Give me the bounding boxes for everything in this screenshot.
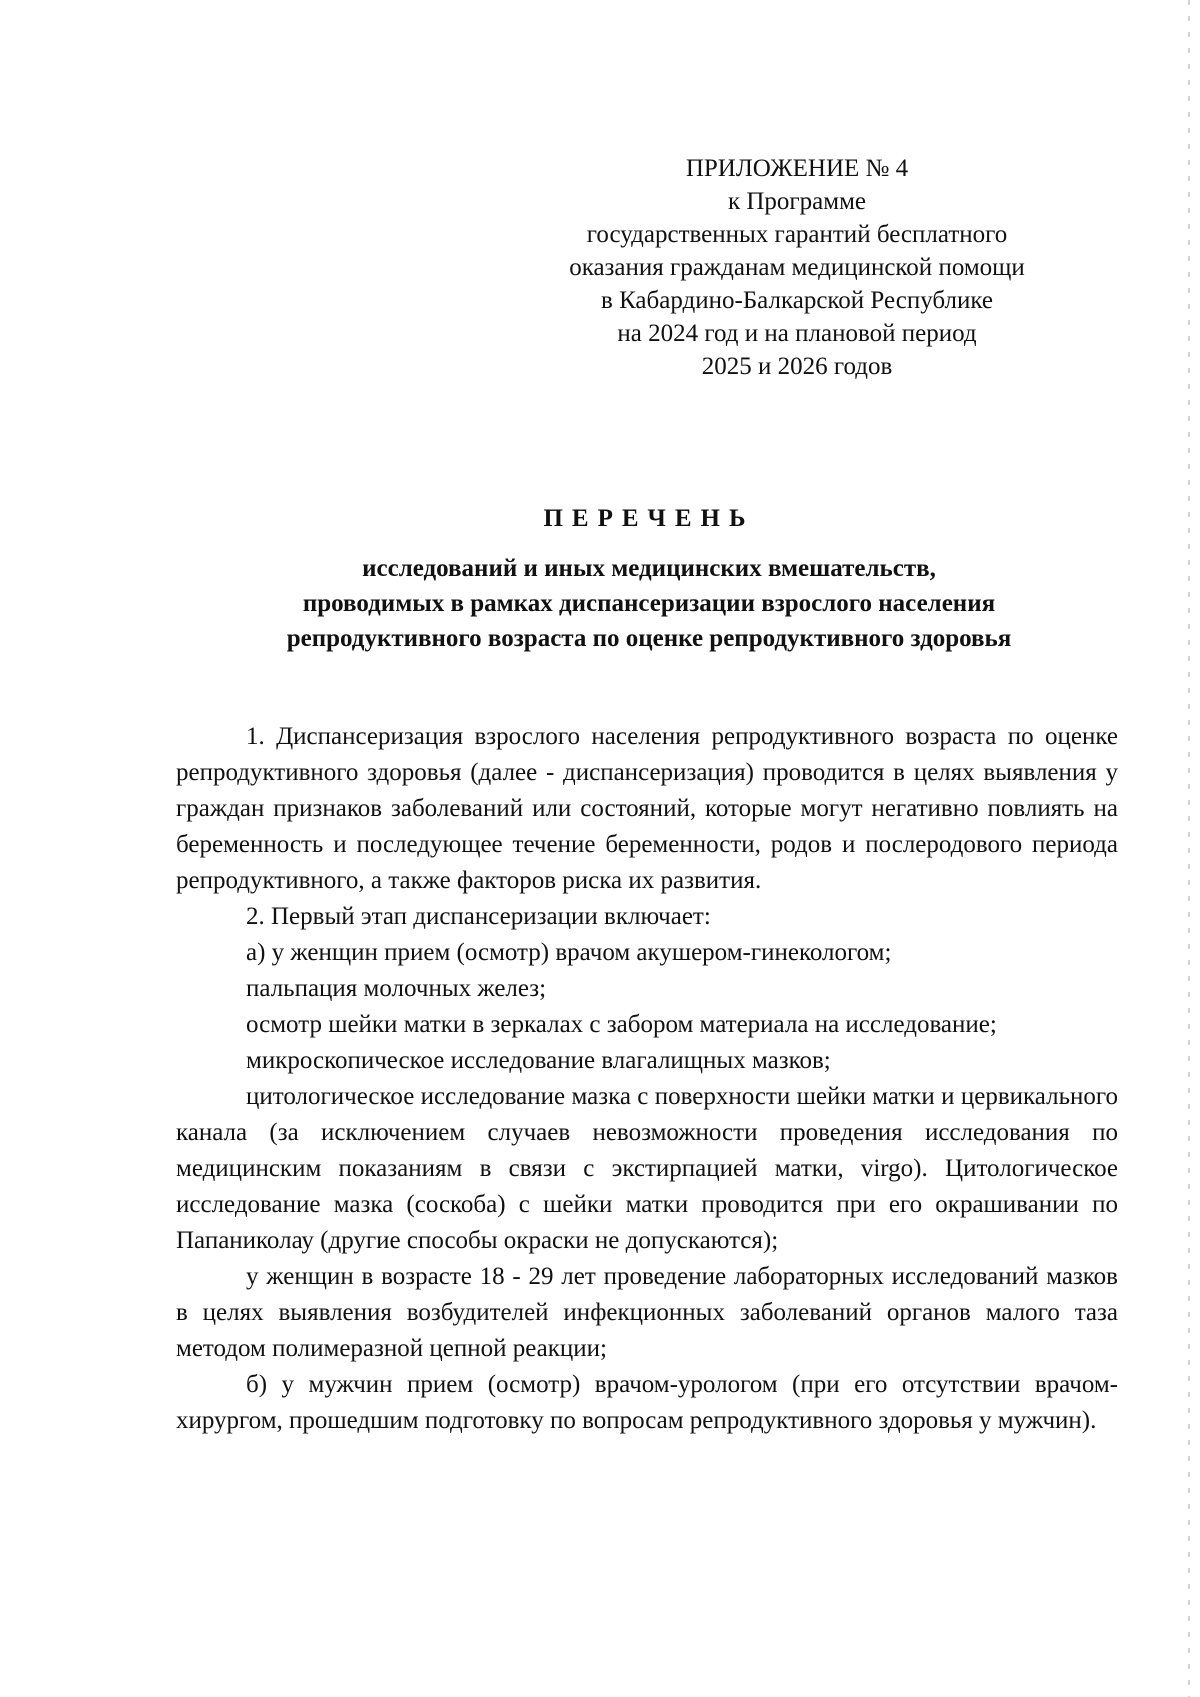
paragraph-cervix-exam: осмотр шейки матки в зеркалах с забором материала на исследование; — [246, 1011, 997, 1038]
subtitle-line: репродуктивного возраста по оценке репродуктивного здоровья — [286, 625, 1012, 652]
paragraph-1: 1. Диспансеризация взрослого населения репродуктивного возраста по оценке репродуктивного здоровья (далее - диспансеризация) проводится в целях выявления у граждан признаков заболеваний или состояний, которые могут негативно повлиять на беременность и последующее течение беременности, родов и послеродового периода репродуктивного, а также факторов риска их развития. — [176, 723, 1118, 894]
appendix-line: к Программе — [727, 188, 867, 215]
appendix-line: на 2024 год и на плановой период — [617, 320, 977, 347]
paragraph-women-exam: а) у женщин прием (осмотр) врачом акушером-гинекологом; — [246, 939, 892, 966]
scan-edge-artifact — [1188, 0, 1190, 1697]
document-title: ПЕРЕЧЕНЬ — [543, 505, 755, 532]
appendix-line: оказания гражданам медицинской помощи — [569, 254, 1025, 281]
paragraph-pcr: у женщин в возрасте 18 - 29 лет проведение лабораторных исследований мазков в целях выявления возбудителей инфекционных заболеваний органов малого таза методом полимеразной цепной реакции; — [176, 1263, 1118, 1362]
appendix-line: государственных гарантий бесплатного — [586, 221, 1008, 248]
paragraph-2: 2. Первый этап диспансеризации включает: — [246, 903, 711, 930]
appendix-number: ПРИЛОЖЕНИЕ № 4 — [685, 155, 909, 182]
paragraph-microscopy: микроскопическое исследование влагалищных мазков; — [246, 1047, 831, 1074]
document-body — [176, 719, 1118, 1439]
subtitle-line: проводимых в рамках диспансеризации взрослого населения — [302, 590, 996, 617]
appendix-line: 2025 и 2026 годов — [701, 353, 893, 380]
subtitle-line: исследований и иных медицинских вмешательств, — [362, 555, 936, 582]
document-subtitle — [170, 551, 1128, 656]
paragraph-palpation: пальпация молочных желез; — [246, 975, 547, 1002]
paragraph-cytology: цитологическое исследование мазка с поверхности шейки матки и цервикального канала (за исключением случаев невозможности проведения исследования по медицинским показаниям в связи с экстирпацией матки, virgo). Цитологическое исследование мазка (соскоба) с шейки матки проводится при его окрашивании по Папаниколау (другие способы окраски не допускаются); — [176, 1083, 1118, 1254]
appendix-line: в Кабардино-Балкарской Республике — [601, 287, 993, 314]
paragraph-men-exam: б) у мужчин прием (осмотр) врачом-урологом (при его отсутствии врачом-хирургом, прошедшим подготовку по вопросам репродуктивного здоровья у мужчин). — [176, 1371, 1118, 1434]
appendix-header — [532, 152, 1062, 383]
